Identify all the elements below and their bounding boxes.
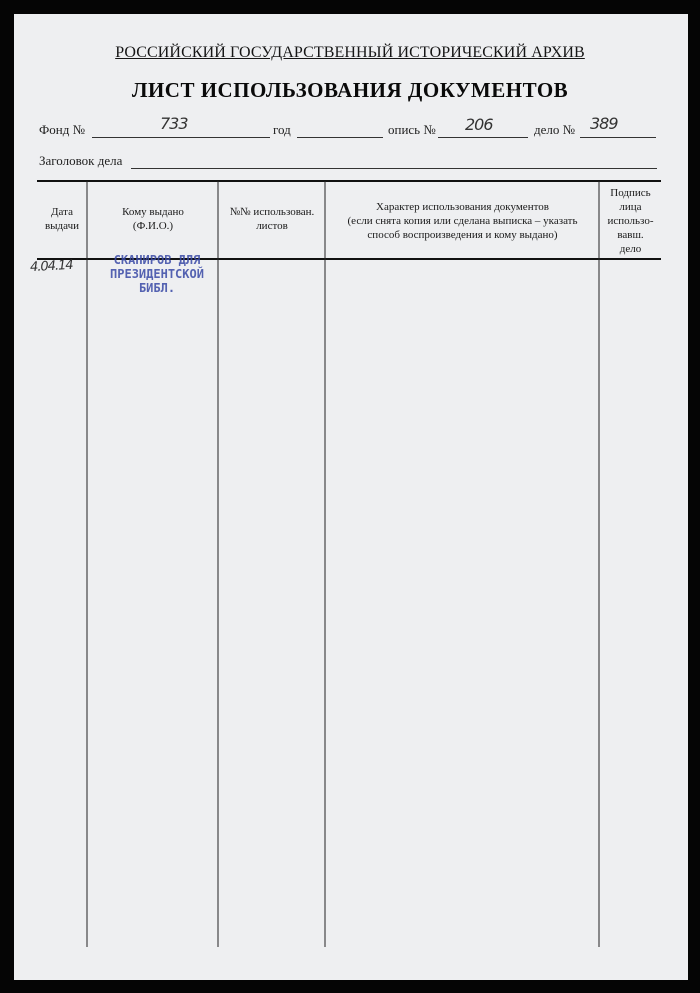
- column-header-sheets: №№ использован. листов: [229, 206, 315, 232]
- document-title: ЛИСТ ИСПОЛЬЗОВАНИЯ ДОКУМЕНТОВ: [131, 78, 569, 102]
- delo-label: дело №: [534, 122, 576, 137]
- opis-label: опись №: [388, 122, 436, 137]
- fond-value: 733: [160, 114, 188, 133]
- row-1-date: 4.04.14: [29, 257, 73, 276]
- column-header-issued-to: Кому выдано (Ф.И.О.): [122, 206, 184, 232]
- delo-value: 389: [590, 114, 618, 133]
- row-1-issued-stamp: [96, 253, 218, 295]
- case-title-label: Заголовок дела: [39, 153, 123, 168]
- column-header-date: Дата выдачи: [44, 206, 80, 232]
- stamp-line: СКАНИРОВ ДЛЯ: [113, 253, 201, 267]
- column-header-usage-type: Характер использования документов (если снята копия или сделана выписка – указать способ воспроизведения и кому выдано): [347, 201, 578, 241]
- fond-label: Фонд №: [39, 122, 85, 137]
- stamp-line: ПРЕЗИДЕНТСКОЙ: [110, 267, 204, 281]
- archive-name: РОССИЙСКИЙ ГОСУДАРСТВЕННЫЙ ИСТОРИЧЕСКИЙ АРХИВ: [115, 44, 585, 61]
- stamp-line: БИБЛ.: [138, 281, 176, 295]
- column-header-signature: Подпись лица использо- вавш. дело: [607, 187, 654, 255]
- year-label: год: [273, 122, 291, 137]
- opis-value: 206: [465, 115, 493, 134]
